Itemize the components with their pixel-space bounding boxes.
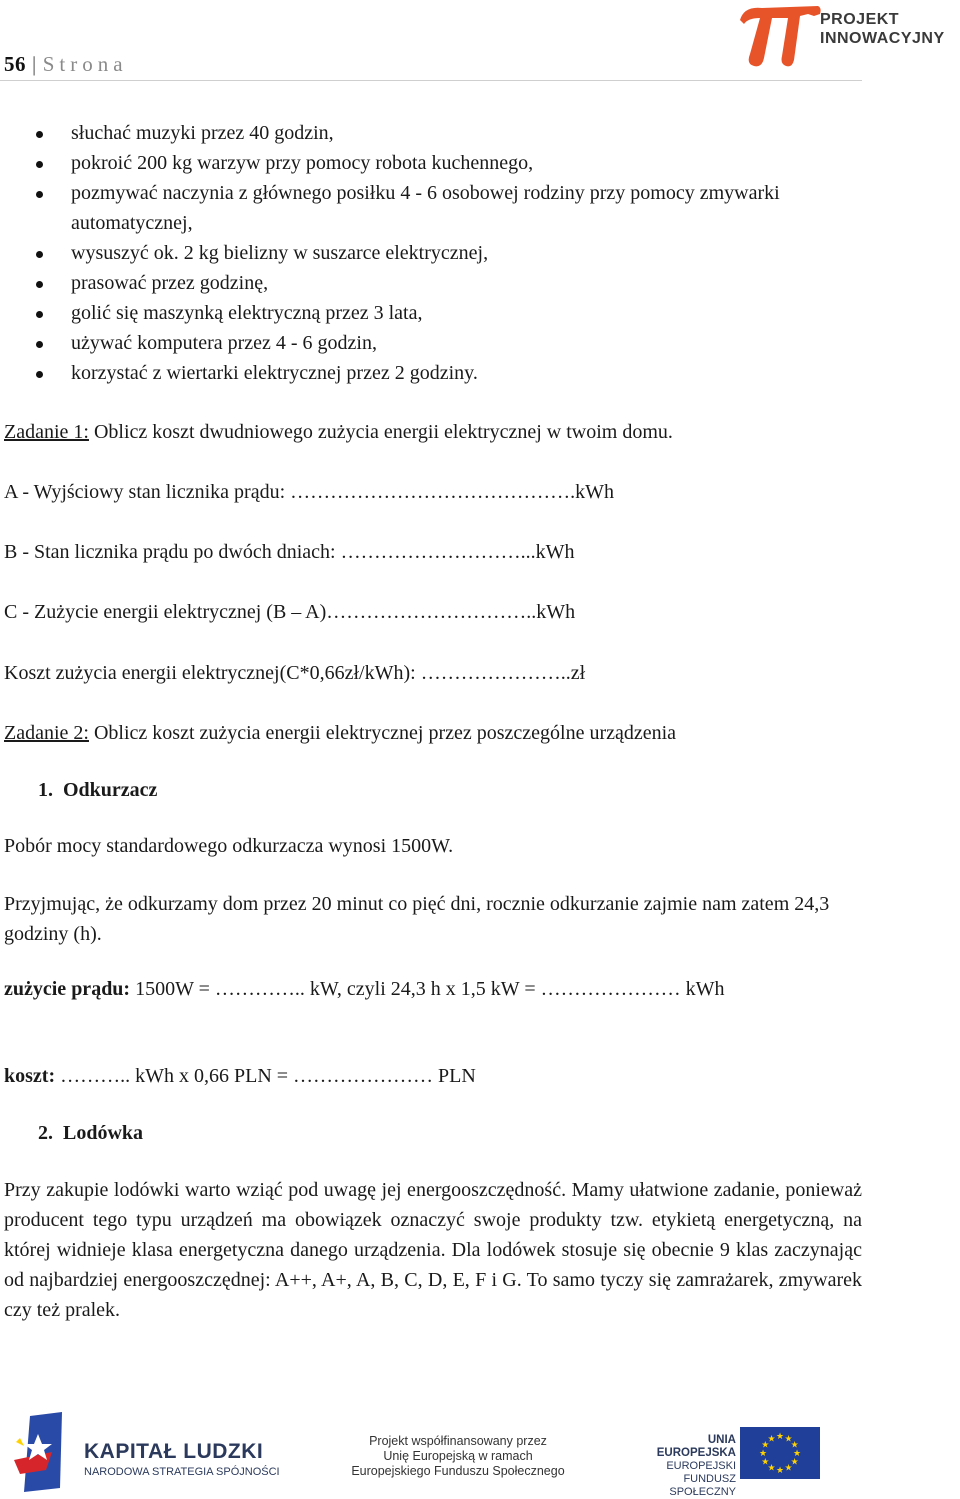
bullet-icon <box>36 371 43 378</box>
project-logo-text <box>820 10 945 48</box>
task-1-heading <box>4 421 673 444</box>
section-1-title: Odkurzacz <box>63 779 158 801</box>
field-a: A - Wyjściowy stan licznika prądu: …………………………………….kWh <box>4 481 615 503</box>
eu-star-icon: ★ <box>784 1462 793 1473</box>
usage-label: zużycie prądu: <box>4 978 131 1000</box>
task-2-label: Zadanie 2: <box>4 722 89 744</box>
eu-star-icon: ★ <box>761 1439 770 1450</box>
section-1-number: 1. <box>38 779 53 801</box>
field-b: B - Stan licznika prądu po dwóch dniach: ………………………...kWh <box>4 541 575 563</box>
bullet-icon <box>36 251 43 258</box>
bullet-icon <box>36 191 43 198</box>
list-item: używać komputera przez 4 - 6 godzin, <box>0 328 871 358</box>
fridge-paragraph: Przy zakupie lodówki warto wziąć pod uwagę jej energooszczędność. Mamy ułatwione zadanie, ponieważ producent tego typu urządzeń ma obowiązek oznaczyć swoje produkty tzw. etykietą energetyczną, na której widnieje klasa energetyczna danego urządzenia. Dla lodówek stosuje się obecnie 9 klas zaczynając od najbardziej energooszczędnej: A++, A+, A, B, C, D, E, F i G. To samo tyczy się zamrażarek, zmywarek czy też pralek. <box>4 1179 862 1321</box>
eu-star-icon: ★ <box>758 1448 768 1458</box>
section-2-title: Lodówka <box>63 1122 144 1144</box>
task-1-label: Zadanie 1: <box>4 421 89 443</box>
task-2-heading <box>4 722 676 745</box>
list-item: golić się maszynką elektryczną przez 3 lata, <box>0 298 871 328</box>
field-cost: Koszt zużycia energii elektrycznej(C*0,66zł/kWh): …………………..zł <box>4 662 586 684</box>
page-word: Strona <box>42 52 128 76</box>
logo-line-1: PROJEKT <box>820 11 900 28</box>
vacuum-assumption: Przyjmując, że odkurzamy dom przez 20 minut co pięć dni, rocznie odkurzanie zajmie nam zatem 24,3 godziny (h). <box>4 893 830 945</box>
activity-list <box>0 118 871 388</box>
logo-line-2: INNOWACYJNY <box>820 30 945 47</box>
cost-label: koszt: <box>4 1065 56 1087</box>
kapital-ludzki-logo-icon <box>12 1412 78 1492</box>
cost-text: ……….. kWh x 0,66 PLN = ………………… PLN <box>55 1065 476 1087</box>
eu-star-icon: ★ <box>761 1456 770 1467</box>
eu-text: UNIA EUROPEJSKA EUROPEJSKI FUNDUSZ SPOŁECZNY <box>656 1434 736 1498</box>
field-c: C - Zużycie energii elektrycznej (B – A)…………………………..kWh <box>4 601 576 623</box>
eu-star-icon: ★ <box>775 1431 785 1441</box>
header-divider <box>0 80 862 81</box>
list-item: pokroić 200 kg warzyw przy pomocy robota kuchennego, <box>0 148 871 178</box>
eu-star-icon: ★ <box>767 1462 776 1473</box>
vacuum-cost <box>4 1065 476 1088</box>
task-2-text: Oblicz koszt zużycia energii elektrycznej przez poszczególne urządzenia <box>88 722 677 744</box>
eu-star-icon: ★ <box>767 1433 776 1444</box>
bullet-icon <box>36 281 43 288</box>
bullet-icon <box>36 311 43 318</box>
eu-star-icon: ★ <box>792 1448 802 1458</box>
list-item: korzystać z wiertarki elektrycznej przez 2 godziny. <box>0 358 871 388</box>
kl-subtitle: NARODOWA STRATEGIA SPÓJNOŚCI <box>84 1466 280 1478</box>
page-number <box>4 52 128 77</box>
cofinancing-note: Projekt współfinansowany przez Unię Europejską w ramach Europejskiego Funduszu Społecznego <box>351 1434 565 1478</box>
list-item: pozmywać naczynia z głównego posiłku 4 - 6 osobowej rodziny przy pomocy zmywarki automatycznej, <box>0 178 811 238</box>
kl-title: KAPITAŁ LUDZKI <box>84 1440 264 1463</box>
eu-star-icon: ★ <box>775 1465 785 1475</box>
section-2-heading <box>38 1122 143 1145</box>
pi-logo-icon <box>734 0 824 72</box>
bullet-icon <box>36 161 43 168</box>
vacuum-usage <box>4 978 724 1001</box>
eu-star-icon: ★ <box>790 1439 799 1450</box>
vacuum-power: Pobór mocy standardowego odkurzacza wynosi 1500W. <box>4 835 454 857</box>
page-number-separator: | <box>32 52 37 76</box>
page-number-value: 56 <box>4 52 26 76</box>
eu-star-icon: ★ <box>790 1456 799 1467</box>
eu-flag-icon <box>740 1427 820 1479</box>
section-2-number: 2. <box>38 1122 53 1144</box>
list-item: prasować przez godzinę, <box>0 268 871 298</box>
kapital-ludzki-text <box>84 1440 280 1478</box>
task-1-text: Oblicz koszt dwudniowego zużycia energii elektrycznej w twoim domu. <box>88 421 673 443</box>
list-item: słuchać muzyki przez 40 godzin, <box>0 118 871 148</box>
bullet-icon <box>36 131 43 138</box>
list-item: wysuszyć ok. 2 kg bielizny w suszarce elektrycznej, <box>0 238 871 268</box>
usage-text: 1500W = ………….. kW, czyli 24,3 h x 1,5 kW = ………………… kWh <box>130 978 725 1000</box>
bullet-icon <box>36 341 43 348</box>
eu-star-icon: ★ <box>784 1433 793 1444</box>
section-1-heading <box>38 779 157 802</box>
